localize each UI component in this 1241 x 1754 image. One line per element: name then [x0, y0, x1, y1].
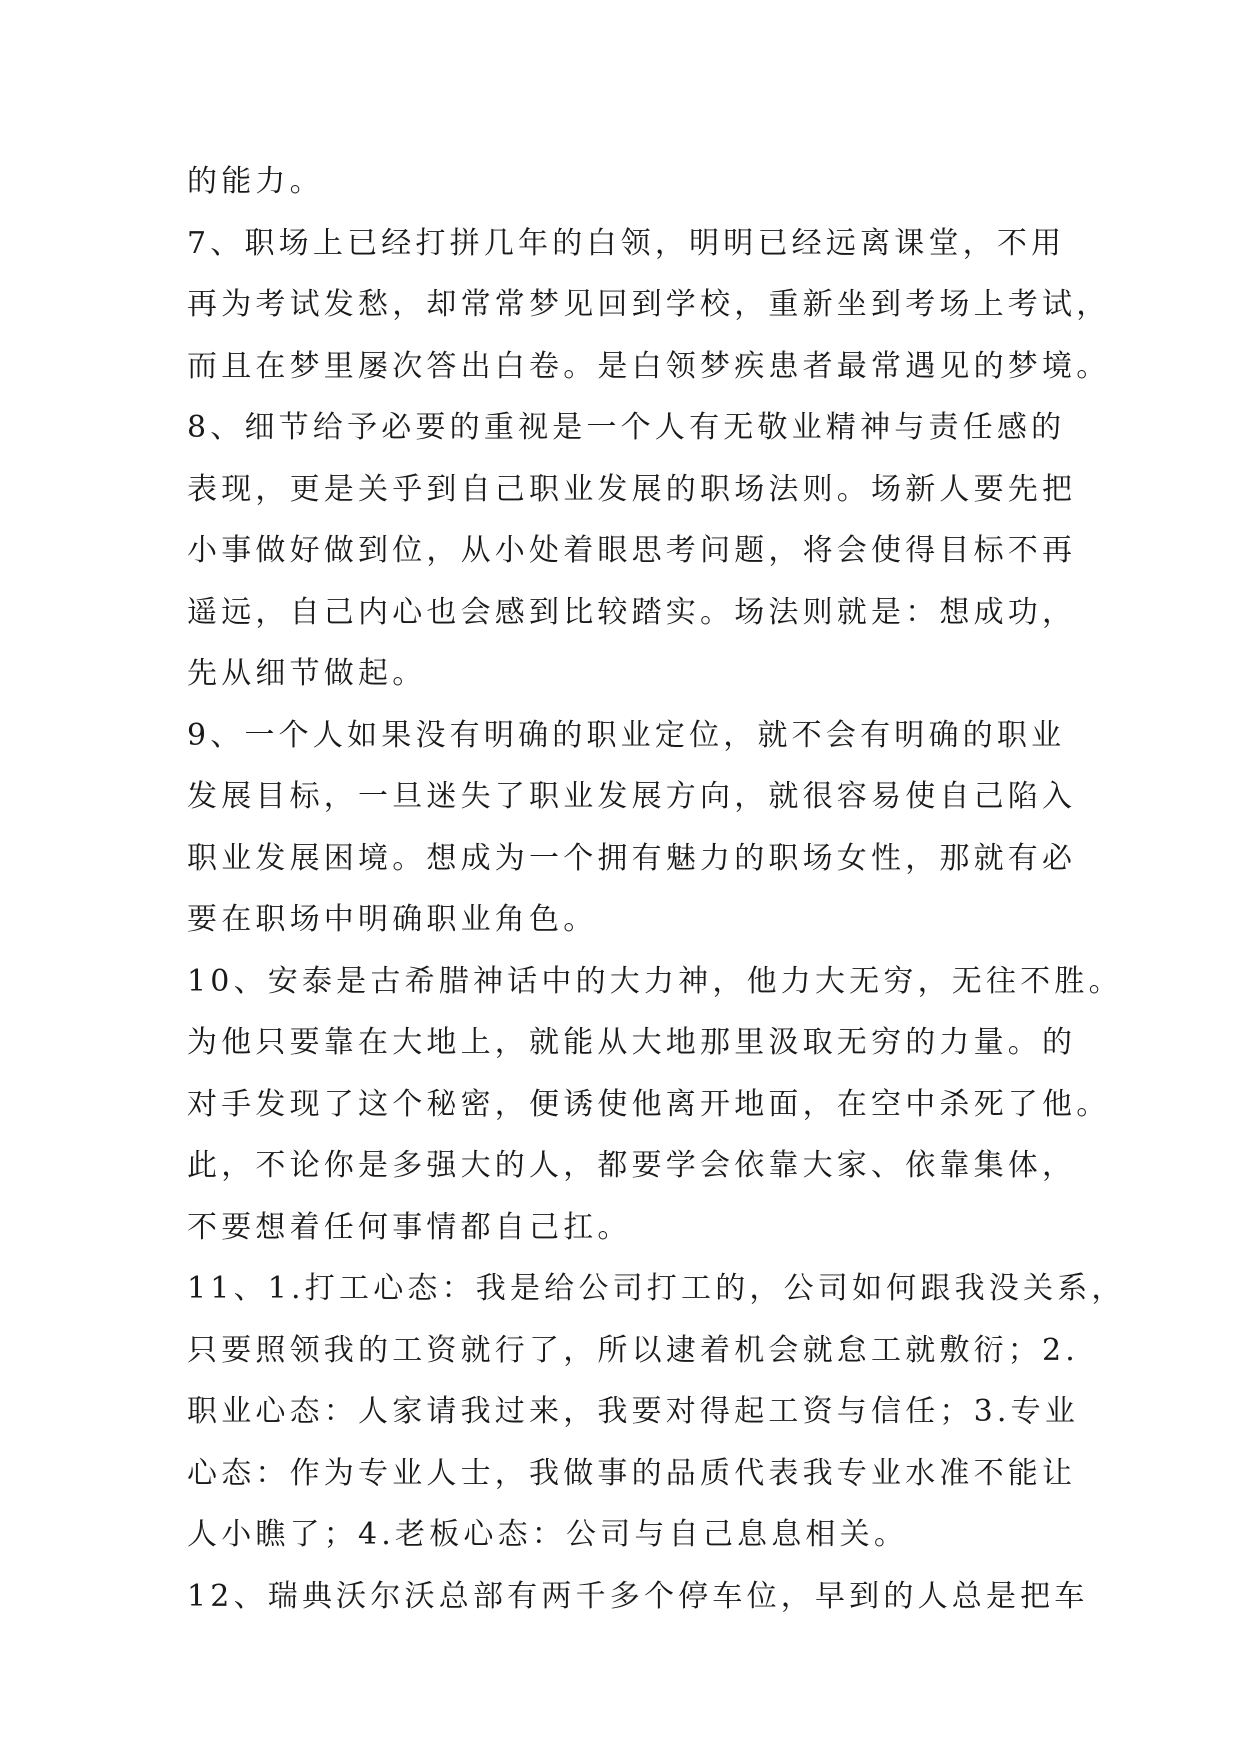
text-line: 此，不论你是多强大的人，都要学会依靠大家、依靠集体，	[187, 1148, 1077, 1183]
text-line: 不要想着任何事情都自己扛。	[187, 1209, 632, 1245]
text-line: 表现，更是关乎到自己职业发展的职场法则。场新人要先把	[187, 471, 1077, 507]
text-line: 先从细节做起。	[187, 656, 427, 691]
text-line: 发展目标，一旦迷失了职业发展方向，就很容易使自己陷入	[187, 779, 1077, 814]
text-line: 为他只要靠在大地上，就能从大地那里汲取无穷的力量。的	[187, 1025, 1077, 1060]
text-line: 要在职场中明确职业角色。	[187, 902, 598, 937]
text-line: 小事做好做到位，从小处着眼思考问题，将会使得目标不再	[187, 533, 1077, 568]
text-line: 而且在梦里屡次答出白卷。是白领梦疾患者最常遇见的梦境。	[187, 348, 1111, 384]
text-line: 的能力。	[187, 164, 324, 199]
text-line: 遥远，自己内心也会感到比较踏实。场法则就是：想成功，	[187, 594, 1077, 630]
text-line: 10、安泰是古希腊神话中的大力神，他力大无穷，无往不胜。	[187, 963, 1123, 999]
text-line: 人小瞧了；4.老板心态：公司与自己息息相关。	[187, 1517, 909, 1552]
document-body	[187, 151, 1126, 1627]
text-line: 再为考试发愁，却常常梦见回到学校，重新坐到考场上考试，	[187, 287, 1111, 322]
text-line: 7、职场上已经打拼几年的白领，明明已经远离课堂，不用	[187, 225, 1066, 261]
text-line: 心态：作为专业人士，我做事的品质代表我专业水准不能让	[187, 1455, 1077, 1491]
text-line: 8、细节给予必要的重视是一个人有无敬业精神与责任感的	[187, 410, 1066, 445]
text-line: 对手发现了这个秘密，便诱使他离开地面，在空中杀死了他。	[187, 1086, 1111, 1122]
text-line: 11、1.打工心态：我是给公司打工的，公司如何跟我没关系，	[187, 1271, 1126, 1306]
text-line: 12、瑞典沃尔沃总部有两千多个停车位，早到的人总是把车	[187, 1578, 1089, 1614]
text-line: 9、一个人如果没有明确的职业定位，就不会有明确的职业	[187, 717, 1066, 753]
text-line: 职业心态：人家请我过来，我要对得起工资与信任；3.专业	[187, 1394, 1080, 1429]
text-line: 职业发展困境。想成为一个拥有魅力的职场女性，那就有必	[187, 840, 1077, 876]
text-line: 只要照领我的工资就行了，所以逮着机会就怠工就敷衍；2.	[187, 1332, 1080, 1368]
